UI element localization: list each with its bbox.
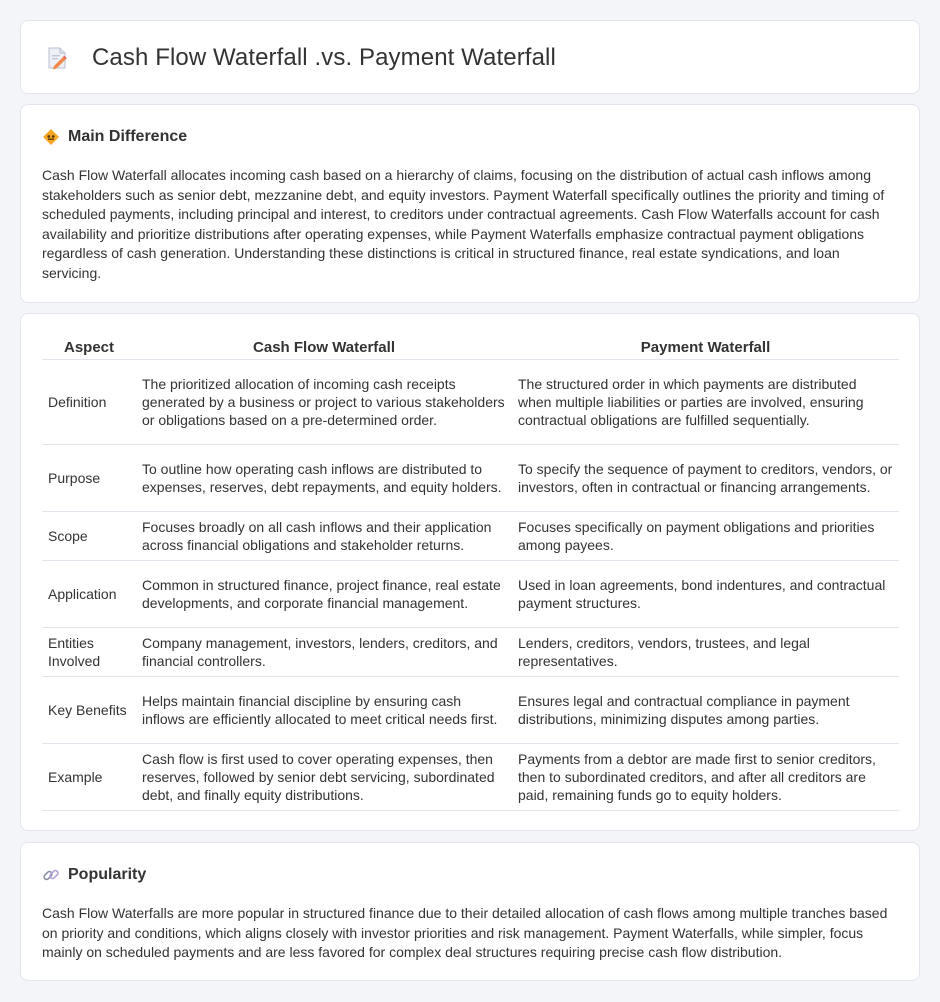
payment-cell: Focuses specifically on payment obligations and priorities among payees.	[512, 511, 899, 560]
payment-cell: Ensures legal and contractual compliance in payment distributions, minimizing disputes among parties.	[512, 676, 899, 743]
cash-flow-cell: Helps maintain financial discipline by ensuring cash inflows are efficiently allocated to meet critical needs first.	[136, 676, 512, 743]
cash-flow-cell: The prioritized allocation of incoming cash receipts generated by a business or project to various stakeholders or obligations based on a pre-determined order.	[136, 359, 512, 444]
aspect-cell: Definition	[42, 359, 136, 444]
page-title: Cash Flow Waterfall .vs. Payment Waterfall	[92, 44, 556, 71]
table-row	[42, 560, 899, 627]
payment-cell: Used in loan agreements, bond indentures, and contractual payment structures.	[512, 560, 899, 627]
aspect-cell: Scope	[42, 511, 136, 560]
table-row	[42, 627, 899, 676]
title-card	[20, 20, 920, 94]
payment-cell: Lenders, creditors, vendors, trustees, and legal representatives.	[512, 627, 899, 676]
payment-cell: Payments from a debtor are made first to senior creditors, then to subordinated creditors, and after all creditors are paid, remaining funds go to equity holders.	[512, 743, 899, 810]
payment-cell: The structured order in which payments are distributed when multiple liabilities or parties are involved, ensuring contractual obligations are fulfilled sequentially.	[512, 359, 899, 444]
aspect-cell: Key Benefits	[42, 676, 136, 743]
popularity-text: Cash Flow Waterfalls are more popular in structured finance due to their detailed allocation of cash flows among multiple tranches based on priority and conditions, which aligns closely with investor priorities and risk management. Payment Waterfalls, while simpler, focus mainly on scheduled payments and are less favored for complex deal structures requiring precise cash flow distribution.	[42, 905, 888, 961]
column-header-cash-flow-waterfall: Cash Flow Waterfall	[136, 335, 512, 359]
table-row	[42, 511, 899, 560]
column-header-payment-waterfall: Payment Waterfall	[512, 335, 899, 359]
popularity-heading-row	[42, 866, 146, 884]
table-row	[42, 359, 899, 444]
table-row	[42, 743, 899, 810]
cash-flow-cell: Focuses broadly on all cash inflows and their application across financial obligations and stakeholder returns.	[136, 511, 512, 560]
popularity-section	[20, 842, 920, 981]
table-row	[42, 444, 899, 511]
cash-flow-cell: Common in structured finance, project finance, real estate developments, and corporate financial management.	[136, 560, 512, 627]
diamond-sign-icon	[42, 128, 60, 146]
aspect-cell: Entities Involved	[42, 627, 136, 676]
aspect-cell: Application	[42, 560, 136, 627]
table-row	[42, 676, 899, 743]
link-icon	[42, 866, 60, 884]
aspect-cell: Example	[42, 743, 136, 810]
comparison-table-card	[20, 313, 920, 831]
document-edit-icon	[45, 46, 69, 70]
main-difference-heading: Main Difference	[68, 128, 188, 145]
table-header-row	[42, 335, 899, 359]
main-difference-section	[20, 104, 920, 303]
cash-flow-cell: Cash flow is first used to cover operating expenses, then reserves, followed by senior debt servicing, subordinated debt, and finally equity distributions.	[136, 743, 512, 810]
aspect-cell: Purpose	[42, 444, 136, 511]
column-header-aspect: Aspect	[42, 335, 136, 359]
popularity-heading: Popularity	[68, 866, 147, 883]
cash-flow-cell: Company management, investors, lenders, creditors, and financial controllers.	[136, 627, 512, 676]
cash-flow-cell: To outline how operating cash inflows are distributed to expenses, reserves, debt repayments, and equity holders.	[136, 444, 512, 511]
payment-cell: To specify the sequence of payment to creditors, vendors, or investors, often in contractual or financing arrangements.	[512, 444, 899, 511]
comparison-table	[42, 335, 899, 811]
main-difference-text: Cash Flow Waterfall allocates incoming cash based on a hierarchy of claims, focusing on the distribution of actual cash inflows among stakeholders such as senior debt, mezzanine debt, and equity investors. Payment Waterfall specifically outlines the priority and timing of scheduled payments, including principal and interest, to creditors under contractual agreements. Cash Flow Waterfalls account for cash availability and prioritize distributions after operating expenses, while Payment Waterfalls emphasize contractual payment obligations regardless of cash generation. Understanding these distinctions is critical in structured finance, real estate syndications, and loan servicing.	[42, 167, 885, 281]
main-difference-heading-row	[42, 128, 187, 146]
